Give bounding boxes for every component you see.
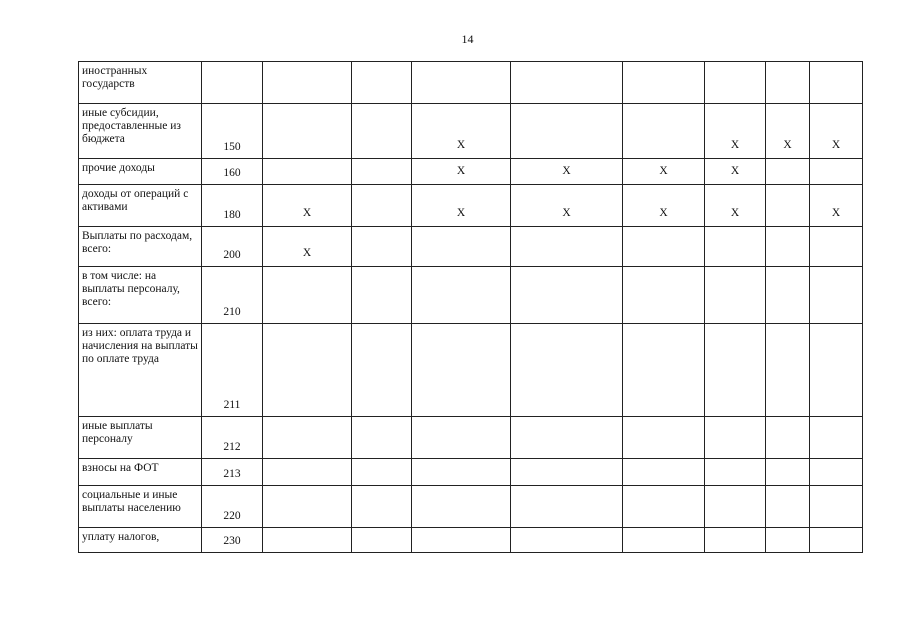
row-label: взносы на ФОТ bbox=[79, 459, 202, 486]
table-cell bbox=[705, 459, 766, 486]
table-cell bbox=[352, 185, 412, 227]
table-row bbox=[79, 459, 863, 486]
table-row bbox=[79, 528, 863, 553]
table-cell bbox=[412, 528, 511, 553]
table-cell: X bbox=[623, 159, 705, 185]
table-cell bbox=[412, 324, 511, 417]
table-row bbox=[79, 227, 863, 267]
table-cell: X bbox=[412, 104, 511, 159]
table-cell bbox=[412, 62, 511, 104]
table-cell bbox=[623, 417, 705, 459]
table-cell bbox=[352, 459, 412, 486]
table-cell bbox=[352, 486, 412, 528]
table-cell bbox=[511, 62, 623, 104]
table-cell bbox=[263, 459, 352, 486]
table-cell bbox=[705, 486, 766, 528]
table-cell bbox=[263, 528, 352, 553]
table-row bbox=[79, 417, 863, 459]
table-cell bbox=[511, 104, 623, 159]
table-cell bbox=[705, 528, 766, 553]
table-cell bbox=[766, 227, 810, 267]
table-cell bbox=[766, 486, 810, 528]
row-label: доходы от операций с активами bbox=[79, 185, 202, 227]
table-cell bbox=[766, 159, 810, 185]
table-cell: X bbox=[623, 185, 705, 227]
row-code: 220 bbox=[202, 486, 263, 528]
row-code bbox=[202, 62, 263, 104]
table-cell bbox=[412, 417, 511, 459]
row-label: социальные и иные выплаты населению bbox=[79, 486, 202, 528]
table-cell: X bbox=[263, 185, 352, 227]
table-row bbox=[79, 159, 863, 185]
row-label: в том числе: на выплаты персоналу, всего: bbox=[79, 267, 202, 324]
table-cell bbox=[766, 528, 810, 553]
table-cell bbox=[810, 227, 863, 267]
table-cell bbox=[623, 459, 705, 486]
table-cell bbox=[766, 324, 810, 417]
table-cell bbox=[412, 267, 511, 324]
table-cell bbox=[263, 417, 352, 459]
table-cell bbox=[810, 459, 863, 486]
table-cell bbox=[352, 159, 412, 185]
table-cell bbox=[623, 267, 705, 324]
table-cell bbox=[810, 417, 863, 459]
table-row bbox=[79, 104, 863, 159]
table-cell bbox=[705, 324, 766, 417]
table-row bbox=[79, 267, 863, 324]
table-cell bbox=[263, 159, 352, 185]
table-cell bbox=[623, 227, 705, 267]
table-cell bbox=[511, 227, 623, 267]
row-code: 180 bbox=[202, 185, 263, 227]
table-cell bbox=[263, 486, 352, 528]
table-cell: X bbox=[412, 159, 511, 185]
table-cell: X bbox=[263, 227, 352, 267]
table-cell bbox=[623, 528, 705, 553]
table-cell bbox=[412, 459, 511, 486]
table-cell bbox=[263, 324, 352, 417]
table-cell: X bbox=[705, 104, 766, 159]
row-label: Выплаты по расходам, всего: bbox=[79, 227, 202, 267]
table-cell bbox=[263, 62, 352, 104]
table-cell bbox=[705, 62, 766, 104]
table-cell bbox=[810, 324, 863, 417]
table-cell bbox=[766, 62, 810, 104]
table-cell bbox=[412, 486, 511, 528]
table-cell: X bbox=[705, 159, 766, 185]
table-cell bbox=[766, 267, 810, 324]
table-cell bbox=[352, 417, 412, 459]
table-cell bbox=[263, 267, 352, 324]
table-cell bbox=[511, 486, 623, 528]
table-cell: X bbox=[412, 185, 511, 227]
table-cell bbox=[511, 267, 623, 324]
row-code: 200 bbox=[202, 227, 263, 267]
table-cell bbox=[263, 104, 352, 159]
table-cell bbox=[511, 459, 623, 486]
row-label: иные выплаты персоналу bbox=[79, 417, 202, 459]
row-code: 230 bbox=[202, 528, 263, 553]
table-cell bbox=[810, 159, 863, 185]
table-cell bbox=[511, 528, 623, 553]
table-cell bbox=[705, 267, 766, 324]
table-cell bbox=[623, 486, 705, 528]
table-cell bbox=[766, 459, 810, 486]
table-cell bbox=[810, 528, 863, 553]
row-label: из них: оплата труда и начисления на выплаты по оплате труда bbox=[79, 324, 202, 417]
table-cell: X bbox=[810, 104, 863, 159]
row-label: уплату налогов, bbox=[79, 528, 202, 553]
row-code: 160 bbox=[202, 159, 263, 185]
table-cell bbox=[705, 227, 766, 267]
table-cell bbox=[766, 417, 810, 459]
row-label: иные субсидии, предоставленные из бюджета bbox=[79, 104, 202, 159]
table-cell: X bbox=[511, 159, 623, 185]
table-cell bbox=[810, 267, 863, 324]
table-cell bbox=[352, 62, 412, 104]
table-cell bbox=[623, 324, 705, 417]
page-number: 14 bbox=[461, 32, 474, 46]
table-cell: X bbox=[705, 185, 766, 227]
row-label: прочие доходы bbox=[79, 159, 202, 185]
table-cell bbox=[352, 528, 412, 553]
table-cell bbox=[705, 417, 766, 459]
table-cell bbox=[511, 417, 623, 459]
table-row bbox=[79, 486, 863, 528]
table-cell bbox=[352, 227, 412, 267]
table-cell bbox=[623, 62, 705, 104]
table-cell bbox=[623, 104, 705, 159]
table-cell: X bbox=[810, 185, 863, 227]
row-code: 213 bbox=[202, 459, 263, 486]
row-code: 210 bbox=[202, 267, 263, 324]
row-code: 150 bbox=[202, 104, 263, 159]
table-row bbox=[79, 185, 863, 227]
table-cell bbox=[352, 267, 412, 324]
table-cell: X bbox=[766, 104, 810, 159]
row-code: 212 bbox=[202, 417, 263, 459]
table-cell: X bbox=[511, 185, 623, 227]
row-label: иностранных государств bbox=[79, 62, 202, 104]
table-cell bbox=[810, 62, 863, 104]
table-row bbox=[79, 62, 863, 104]
table-row bbox=[79, 324, 863, 417]
table-cell bbox=[352, 104, 412, 159]
table-cell bbox=[810, 486, 863, 528]
table-cell bbox=[511, 324, 623, 417]
budget-table bbox=[78, 61, 863, 553]
row-code: 211 bbox=[202, 324, 263, 417]
table-cell bbox=[412, 227, 511, 267]
table-cell bbox=[766, 185, 810, 227]
table-cell bbox=[352, 324, 412, 417]
